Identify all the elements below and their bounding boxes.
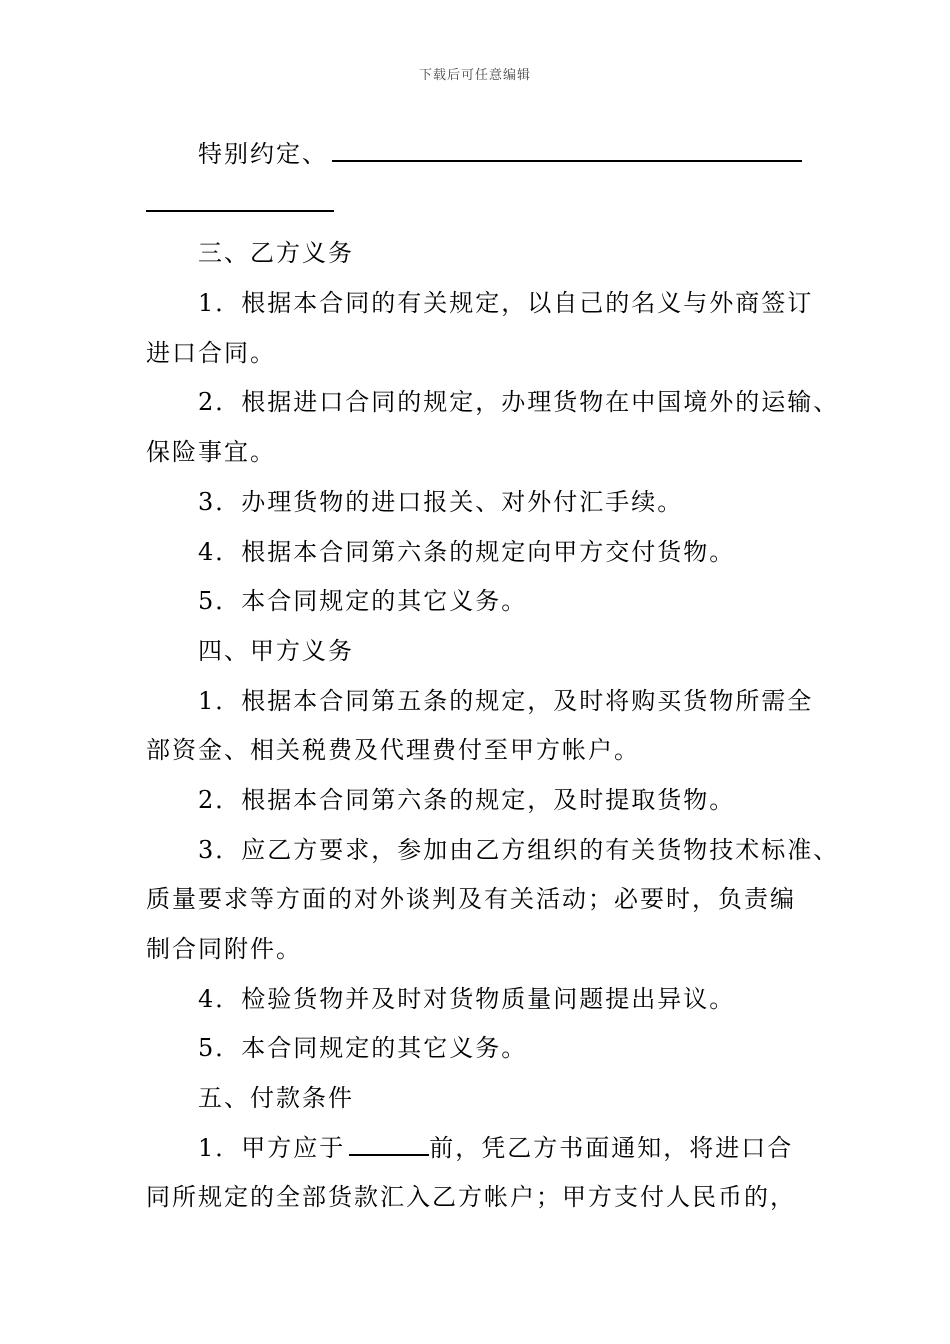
special-terms-label: 特别约定、 — [198, 140, 328, 168]
section-4-title: 四、甲方义务 — [198, 636, 354, 665]
section-3-item-5: 5．本合同规定的其它义务。 — [198, 587, 528, 616]
section-4-item-1-cont: 部资金、相关税费及代理费付至甲方帐户。 — [146, 736, 640, 765]
section-4-item-2: 2．根据本合同第六条的规定，及时提取货物。 — [198, 785, 736, 814]
section-5-item-1-cont: 同所规定的全部货款汇入乙方帐户；甲方支付人民币的， — [146, 1183, 796, 1212]
section-3-title: 三、乙方义务 — [198, 239, 354, 268]
section-5-item-1 — [146, 1124, 826, 1174]
section-3-item-4: 4．根据本合同第六条的规定向甲方交付货物。 — [198, 537, 736, 566]
section-4-item-3: 3．应乙方要求，参加由乙方组织的有关货物技术标准、 — [198, 835, 840, 864]
section-5-item-1-post: 前，凭乙方书面通知，将进口合 — [429, 1133, 794, 1162]
section-4-item-5: 5．本合同规定的其它义务。 — [198, 1034, 528, 1063]
section-4-item-3-cont-2: 制合同附件。 — [146, 935, 302, 963]
page-header-note: 下载后可任意编辑 — [418, 68, 531, 83]
section-3-item-1: 1．根据本合同的有关规定，以自己的名义与外商签订 — [198, 289, 814, 318]
section-3-item-2: 2．根据进口合同的规定，办理货物在中国境外的运输、 — [198, 388, 840, 417]
section-3-item-3: 3．办理货物的进口报关、对外付汇手续。 — [198, 487, 684, 516]
section-4-item-4: 4．检验货物并及时对货物质量问题提出异议。 — [198, 984, 736, 1013]
special-terms-blank[interactable] — [332, 138, 802, 162]
special-terms-blank-2[interactable] — [146, 188, 334, 212]
special-terms-continuation — [146, 180, 826, 230]
section-4-item-1: 1．根据本合同第五条的规定，及时将购买货物所需全 — [198, 686, 814, 715]
payment-date-blank[interactable] — [349, 1132, 429, 1156]
contract-body — [146, 130, 840, 1223]
section-3-item-1-cont: 进口合同。 — [146, 338, 276, 367]
section-5-item-1-pre: 1．甲方应于 — [198, 1133, 346, 1162]
special-terms-line — [146, 130, 826, 180]
section-3-item-2-cont: 保险事宜。 — [146, 438, 276, 467]
section-4-item-3-cont: 质量要求等方面的对外谈判及有关活动；必要时，负责编 — [146, 885, 796, 914]
section-5-title: 五、付款条件 — [198, 1084, 354, 1113]
